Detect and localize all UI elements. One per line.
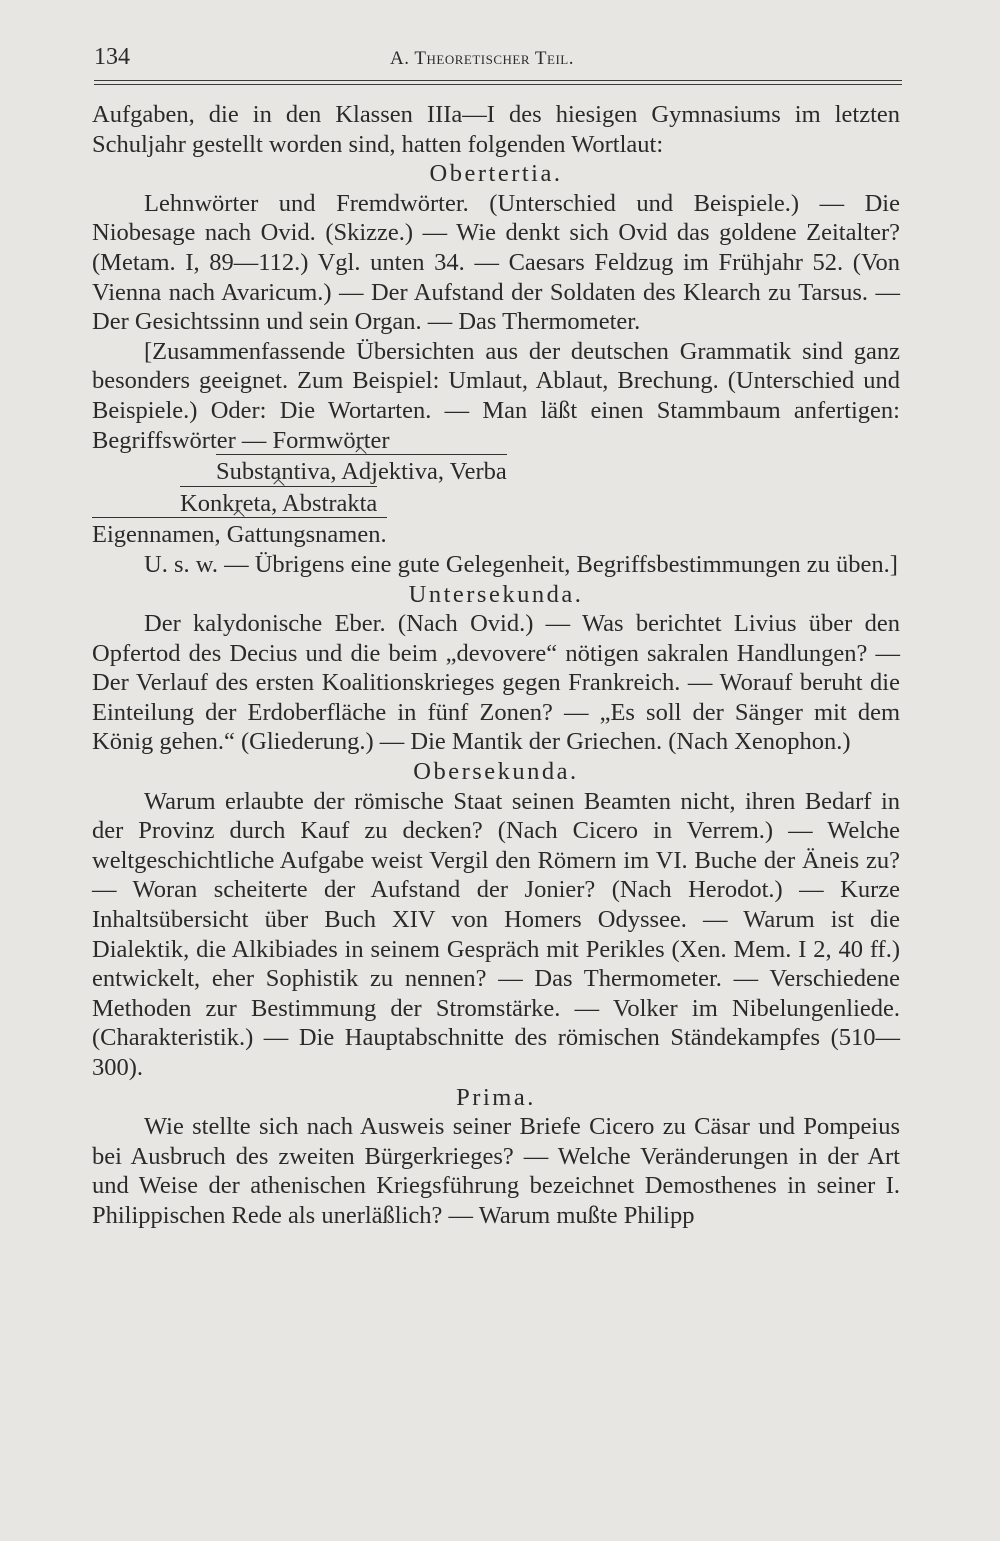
intro-paragraph: Aufgaben, die in den Klassen IIIa—I des hiesigen Gymnasiums im letzten Schuljahr gestellt worden sind, hatten folgenden Wortlaut: (92, 101, 900, 158)
paragraph-obertertia-1: Lehnwörter und Fremdwörter. (Unterschied und Beispiele.) — Die Niobesage nach Ovid. (Skizze.) — Wie denkt sich Ovid das goldene Zeitalter? (Metam. I, 89—112.) Vgl. unten 34. — Caesars Feldzug im Frühjahr 52. (Von Vienna nach Avaricum.) — Der Aufstand der Soldaten des Klearch zu Tarsus. — Der Gesichtssinn und sein Organ. — Das Thermometer. (92, 189, 900, 336)
paragraph-untersekunda-1: Der kalydonische Eber. (Nach Ovid.) — Was berichtet Livius über den Opfertod des Decius und die beim „devovere“ nötigen sakralen Handlungen? — Der Verlauf des ersten Koalitionskrieges gegen Frankreich. — Worauf beruht die Einteilung der Erdoberfläche in fünf Zonen? — „Es soll der Sänger mit dem König gehen.“ (Gliederung.) — Die Mantik der Griechen. (Nach Xenophon.) (92, 610, 900, 756)
running-head (90, 44, 902, 74)
section-heading-obertertia: Obertertia. (429, 160, 563, 188)
section-heading-obersekunda: Obersekunda. (413, 758, 579, 786)
stemma-label-3: Eigennamen, Gattungsnamen. (92, 521, 387, 549)
stemma-text-1 (216, 457, 507, 487)
paragraph-obertertia-3: U. s. w. — Übrigens eine gute Gelegenheit, Begriffsbestimmungen zu üben.] (144, 550, 898, 578)
stemma-text-3 (92, 520, 387, 550)
body-text (92, 100, 900, 1231)
page-number: 134 (94, 44, 130, 70)
section-heading-prima: Prima. (456, 1083, 536, 1111)
stemma-brace-2 (180, 486, 377, 489)
stemma (92, 457, 900, 550)
stemma-line-3 (92, 520, 900, 550)
stemma-label-1: Substantiva, Adjektiva, Verba (216, 458, 507, 486)
paragraph-obertertia-2: [Zusammenfassende Übersichten aus der deutschen Grammatik sind ganz besonders geeignet. Zum Beispiel: Umlaut, Ablaut, Brechung. (Unterschied und Beispiele.) Oder: Die Wortarten. — Man läßt einen Stammbaum anfertigen: Begriffswörter — Formwörter (92, 337, 900, 454)
stemma-line-1 (92, 457, 900, 487)
stemma-brace-1 (216, 454, 507, 457)
paragraph-prima-1: Wie stellte sich nach Ausweis seiner Briefe Cicero zu Cäsar und Pompeius bei Ausbruch des zweiten Bürgerkrieges? — Welche Veränderungen in der Art und Weise der athenischen Kriegsführung bezeichnet Demosthenes in seiner I. Philippischen Rede als unerläßlich? — Warum mußte Philipp (92, 1113, 900, 1229)
stemma-label-2: Konkreta, Abstrakta (180, 489, 378, 517)
header-rule (94, 80, 902, 85)
stemma-brace-3 (92, 517, 387, 520)
section-heading-untersekunda: Untersekunda. (408, 580, 584, 608)
paragraph-obersekunda-1: Warum erlaubte der römische Staat seinen Beamten nicht, ihren Bedarf in der Provinz durch Kauf zu decken? (Nach Cicero in Verrem.) — Welche weltgeschichtliche Aufgabe weist Vergil den Römern im VI. Buche der Äneis zu? — Woran scheiterte der Aufstand der Jonier? (Nach Herodot.) — Kurze Inhaltsübersicht über Buch XIV von Homers Odyssee. — Warum ist die Dialektik, die Alkibiades in seinem Gespräch mit Perikles (Xen. Mem. I 2, 40 ff.) entwickelt, eher Sophistik zu nennen? — Das Thermometer. — Verschiedene Methoden zur Bestimmung der Stromstärke. — Volker im Nibelungenliede. (Charakteristik.) — Die Hauptabschnitte des römischen Ständekampfes (510—300). (92, 787, 900, 1081)
stemma-text-2 (180, 489, 377, 519)
running-title: A. Theoretischer Teil. (390, 48, 574, 69)
stemma-line-2 (92, 489, 900, 519)
